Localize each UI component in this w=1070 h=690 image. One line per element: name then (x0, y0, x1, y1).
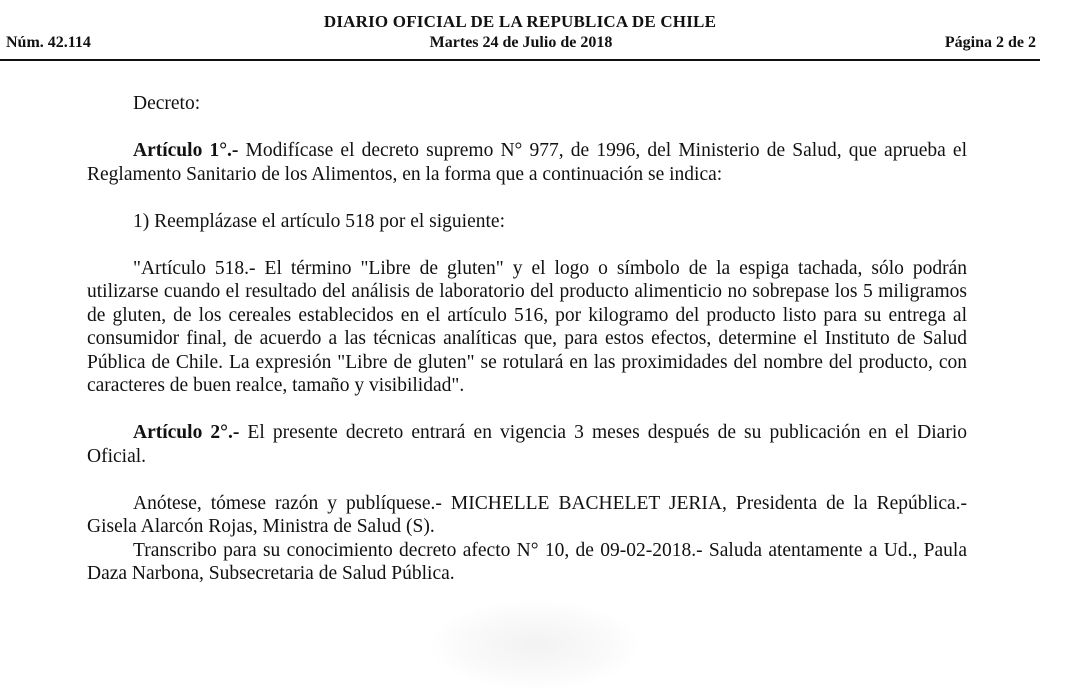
transcription-paragraph: Transcribo para su conocimiento decreto afecto N° 10, de 09-02-2018.- Saluda atentamente a Ud., Paula Daza Narbona, Subsecretaria de Salud Pública. (87, 539, 967, 584)
article-1-paragraph (87, 139, 967, 186)
publication-title: DIARIO OFICIAL DE LA REPUBLICA DE CHILE (323, 12, 717, 31)
article-2-text: El presente decreto entrará en vigencia 3 meses después de su publicación en el Diario Oficial. (87, 422, 967, 467)
article-518-quote: "Artículo 518.- El término "Libre de gluten" y el logo o símbolo de la espiga tachada, sólo podrán utilizarse cuando el resultado del análisis de laboratorio del producto alimenticio no sobrepase los 5 miligramos de gluten, de los cereales establecidos en el artículo 516, por kilogramo del producto listo para su entrega al consumidor final, de acuerdo a las técnicas analíticas que, para estos efectos, determine el Instituto de Salud Pública de Chile. La expresión "Libre de gluten" se rotulará en las proximidades del nombre del producto, con caracteres de buen realce, tamaño y visibilidad". (87, 257, 967, 396)
article-2-heading: Artículo 2°.- (133, 422, 240, 443)
issue-number: Núm. 42.114 (6, 34, 91, 51)
decreto-label: Decreto: (133, 93, 201, 114)
page-indicator: Página 2 de 2 (944, 34, 1036, 51)
header-divider (0, 59, 1040, 61)
article-1-heading: Artículo 1°.- (133, 140, 239, 161)
header-info-row (6, 34, 1036, 56)
decree-body (87, 92, 967, 586)
article-2-paragraph (87, 421, 967, 468)
faint-seal-watermark (430, 600, 640, 690)
article-1-text: Modifícase el decreto supremo N° 977, de 1996, del Ministerio de Salud, que aprueba el Reglamento Sanitario de los Alimentos, en la forma que a continuación se indica: (87, 140, 967, 185)
closing-paragraph: Anótese, tómese razón y publíquese.- MICHELLE BACHELET JERIA, Presidenta de la República.- Gisela Alarcón Rojas, Ministra de Salud (S). (87, 492, 967, 537)
item-1-paragraph: 1) Reemplázase el artículo 518 por el siguiente: (133, 210, 505, 232)
issue-date: Martes 24 de Julio de 2018 (429, 34, 613, 51)
